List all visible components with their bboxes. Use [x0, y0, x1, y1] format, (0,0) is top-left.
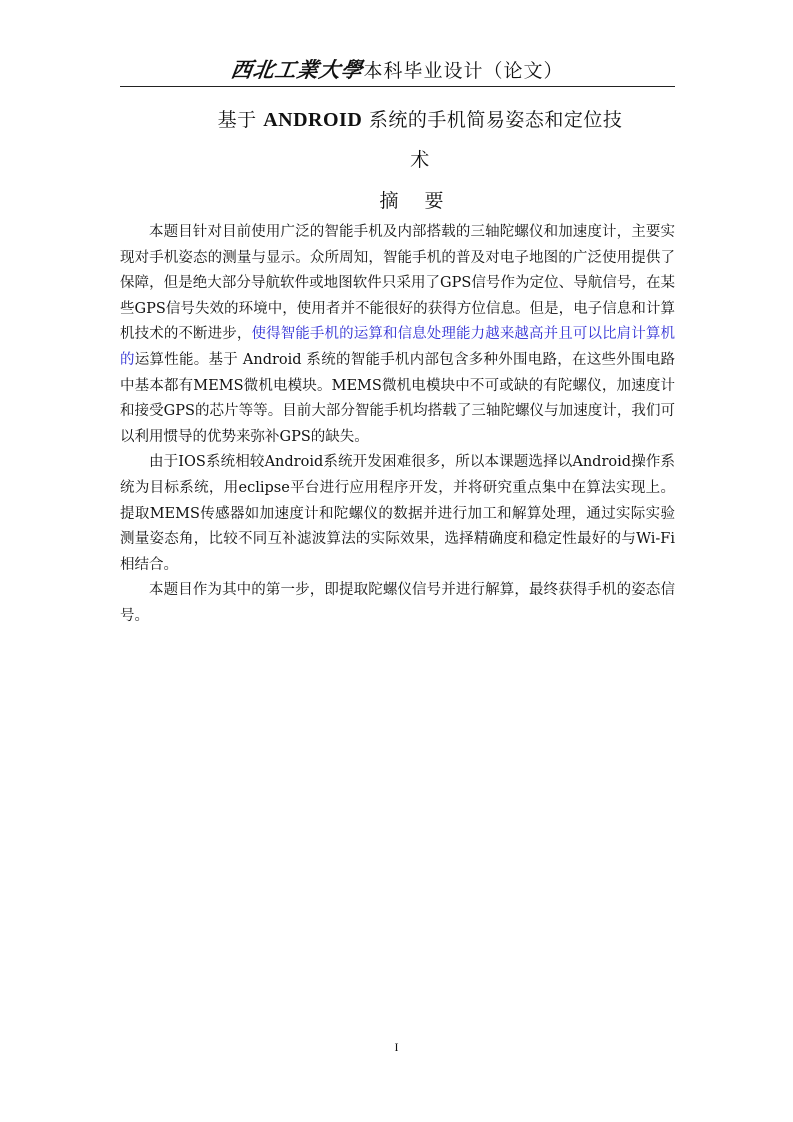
header-title: 本科毕业设计（论文） — [363, 60, 564, 82]
university-logo-text: 西北工業大學 — [229, 57, 366, 82]
title-line-2: 术 — [410, 149, 430, 171]
paragraph-2: 由于IOS系统相较Android系统开发困难很多，所以本课题选择以Android操作系统为目标系统，用eclipse平台进行应用程序开发，并将研究重点集中在算法实现上。提取MEMS传感器如加速度计和陀螺仪的数据并进行加工和解算处理，通过实际实验测量姿态角，比较不同互补滤波算法的实际效果，选择精确度和稳定性最好的与Wi-Fi相结合。 — [120, 454, 675, 573]
page-number: I — [394, 1040, 399, 1054]
title-latin: ANDROID — [263, 109, 363, 131]
paragraph-1-text-a: 本题目针对目前使用广泛的智能手机及内部搭载的三轴陀螺仪和加速度计，主要实现对手机姿态的测量与显示。众所周知，智能手机的普及对电子地图的广泛使用提供了保障，但是绝大部分导航软件或地图软件只采用了GPS信号作为定位、导航信号，在某些GPS信号失效的环境中，使用者并不能很好的获得方位信息。但是，电子信息和计算机技术的不断进步， — [120, 224, 675, 343]
paragraph-3: 本题目作为其中的第一步，即提取陀螺仪信号并进行解算，最终获得手机的姿态信号。 — [120, 582, 675, 624]
page-header — [120, 54, 675, 87]
paragraph-1 — [120, 220, 675, 450]
paragraph-1-highlight: 使得智能手机的运算和信息处理能力越来越高并且可以比肩计算机的 — [120, 326, 676, 368]
header-content — [231, 54, 563, 87]
title-part-2: 系统的手机简易姿态和定位技 — [362, 109, 623, 131]
abstract-heading: 摘 要 — [379, 190, 454, 212]
title-part-1: 基于 — [217, 109, 264, 131]
abstract-body — [120, 220, 675, 630]
thesis-title — [170, 100, 670, 180]
paragraph-1-text-b: 运算性能。基于 Android 系统的智能手机内部包含多种外围电路，在这些外围电路中基本都有MEMS微机电模块。MEMS微机电模块中不可或缺的有陀螺仪，加速度计和接受GPS的芯片等等。目前大部分智能手机均搭载了三轴陀螺仪与加速度计，我们可以利用惯导的优势来弥补GPS的缺失。 — [120, 351, 676, 445]
